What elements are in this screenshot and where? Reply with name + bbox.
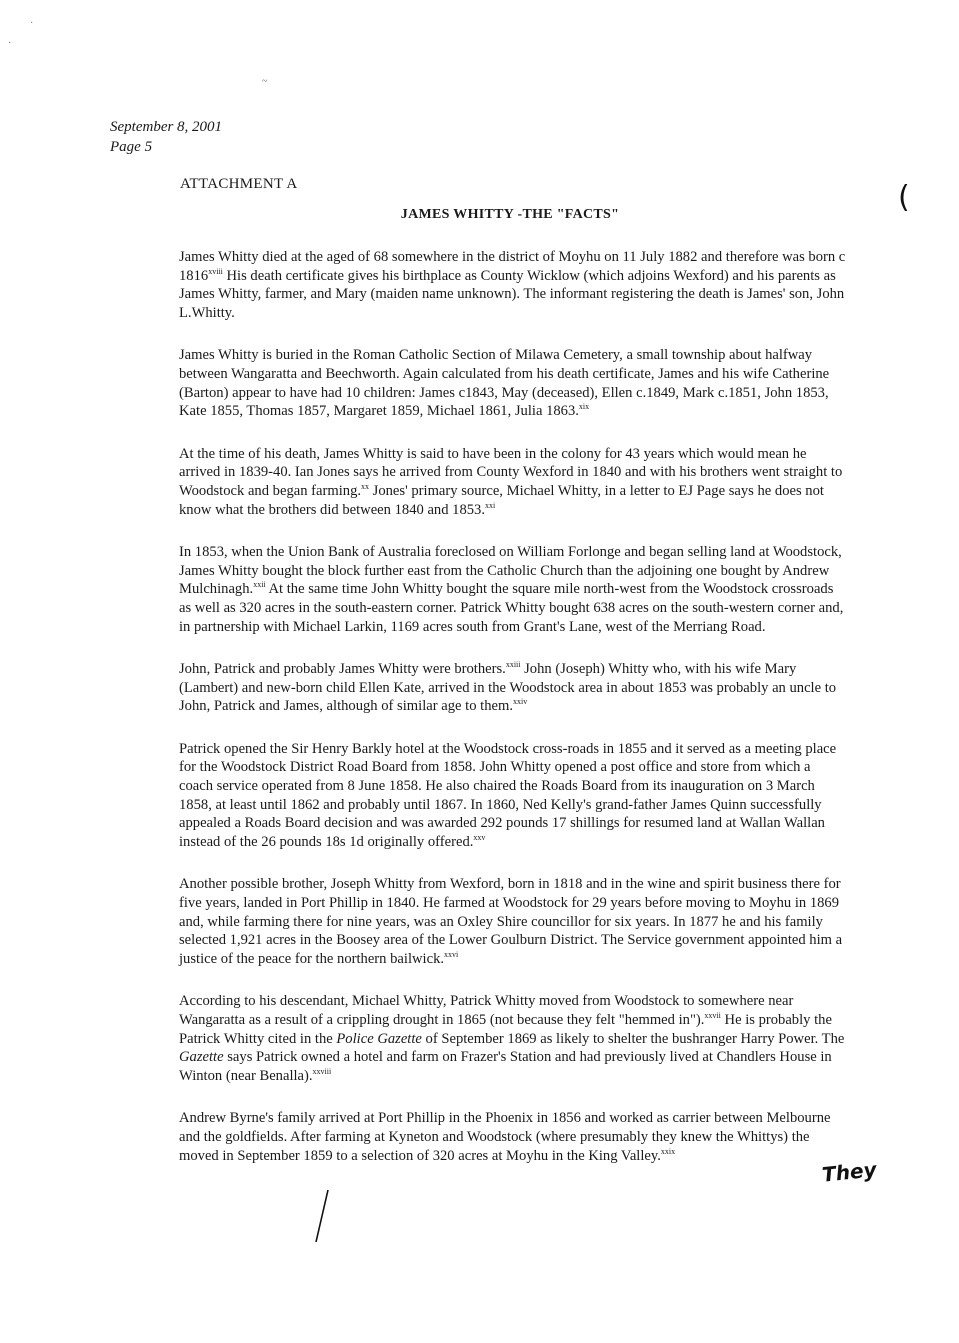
endnote-ref: xxi	[485, 500, 496, 510]
endnote-ref: xxiv	[512, 697, 528, 707]
paragraph-arrival: At the time of his death, James Whitty is said to have been in the colony for 43 years which would mean he arrived in 1839-40. Ian Jones says he arrived from County Wexford in 1840 and with his brothers went straight to Woodstock and began farming.$^{xx}$ Jones' primary source, Michael Whitty, in a letter to EJ Page says he does not know what the brothers did between 1840 and 1853.$^{xxi}$	[179, 445, 843, 518]
document-body	[179, 248, 847, 1189]
document-title: JAMES WHITTY -THE "FACTS"	[400, 207, 620, 222]
paragraph-patrick-move: According to his descendant, Michael Whitty, Patrick Whitty moved from Woodstock to somewhere near Wangaratta as a result of a crippling drought in 1865 (not because they felt "hemmed in").$^{xxvii}$ He is probably the Patrick Whitty cited in the Police Gazette of September 1869 as likely to shelter the bushranger Harry Power. The Gazette says Patrick owned a hotel and farm on Frazer's Station and had previously lived at Chandlers House in Winton (near Benalla).$^{xxviii}$	[179, 993, 845, 1084]
endnote-ref: xxiii	[505, 660, 521, 670]
endnote-ref: xviii	[208, 266, 223, 276]
paragraph-byrne: Andrew Byrne's family arrived at Port Phillip in the Phoenix in 1856 and worked as carrier between Melbourne and the goldfields. After farming at Kyneton and Woodstock (where presumably they knew the Whittys) the moved in September 1859 to a selection of 320 acres at Moyhu in the King Valley.$^{xxix}$	[179, 1110, 831, 1164]
header-page-number: Page 5	[110, 139, 153, 155]
endnote-ref: xxix	[660, 1146, 676, 1156]
endnote-ref: xx	[361, 481, 370, 491]
handwritten-correction: They	[820, 1157, 878, 1187]
endnote-ref: xxviii	[312, 1066, 332, 1076]
paragraph-land-purchase: In 1853, when the Union Bank of Australia foreclosed on William Forlonge and began selling land at Woodstock, James Whitty bought the block further east from the Catholic Church than the adjoining one bought by Andrew Mulchinagh.$^{xxii}$ At the same time John Whitty bought the square mile north-west from the Woodstock crossroads as well as 320 acres in the south-eastern corner. Patrick Whitty bought 638 acres on the south-western corner and, in partnership with Michael Larkin, 1169 acres south from Grant's Lane, west of the Merriang Road.	[179, 544, 844, 635]
paragraph-burial: James Whitty is buried in the Roman Catholic Section of Milawa Cemetery, a small township about halfway between Wangaratta and Beechworth. Again calculated from his death certificate, James and his wife Catherine (Barton) appear to have had 10 children: James c1843, May (deceased), Ellen c.1849, Mark c.1851, John 1853, Kate 1855, Thomas 1857, Margaret 1859, Michael 1861, Julia 1863.$^{xix}$	[179, 347, 830, 420]
paragraph-death: James Whitty died at the aged of 68 somewhere in the district of Moyhu on 11 July 1882 and therefore was born c $1816^{xviii}$ His death certificate gives his birthplace as County Wicklow (which adjoins Wexford) and his parents as James Whitty, farmer, and Mary (maiden name unknown). The informant registering the death is James' son, John L.Whitty.	[179, 249, 846, 321]
scan-speck: ·	[8, 38, 12, 49]
endnote-ref: xix	[578, 402, 590, 412]
page-header	[110, 117, 222, 157]
paragraph-hotel: Patrick opened the Sir Henry Barkly hotel at the Woodstock cross-roads in 1855 and it served as a meeting place for the Woodstock District Road Board from 1858. John Whitty opened a post office and store from which a coach service operated from 8 June 1858. He also chaired the Roads Board from its inauguration on 3 March 1858, at least until 1862 and probably until 1867. In 1860, Ned Kelly's grand-father James Quinn successfully appealed a Roads Board decision and was awarded 292 pounds 17 shillings for resumed land at Wallan Wallan instead of the 26 pounds 18s 1d originally offered.$^{xxv}$	[179, 740, 837, 850]
paragraph-joseph: Another possible brother, Joseph Whitty from Wexford, born in 1818 and in the wine and spirit business there for five years, landed in Port Phillip in 1840. He farmed at Woodstock for 29 years before moving to Moyhu in 1869 and, while farming there for nine years, was an Oxley Shire councillor for six years. In 1877 he and his family selected 1,921 acres in the Boosey area of the Lower Goulburn District. The Service government appointed him a justice of the peace for the northern bailwick.$^{xxvi}$	[179, 876, 843, 967]
endnote-ref: xxii	[253, 580, 266, 590]
endnote-ref: xxvii	[704, 1011, 721, 1020]
attachment-label: ATTACHMENT A	[180, 176, 298, 192]
scan-speck: ~	[262, 76, 268, 87]
paragraph-brothers: John, Patrick and probably James Whitty were brothers.$^{xxiii}$ John (Joseph) Whitty who, with his wife Mary (Lambert) and new-born child Ellen Kate, arrived in the Woodstock area in about 1853 was probably an uncle to John, Patrick and James, although of similar age to them.$^{xxiv}$	[179, 660, 837, 715]
scan-speck: ·	[30, 18, 34, 29]
endnote-ref: xxvi	[444, 949, 459, 959]
endnote-ref: xxv	[473, 832, 486, 842]
handwritten-strike-mark	[312, 1188, 332, 1244]
header-date: September 8, 2001	[110, 119, 223, 135]
margin-mark: (	[898, 180, 910, 215]
